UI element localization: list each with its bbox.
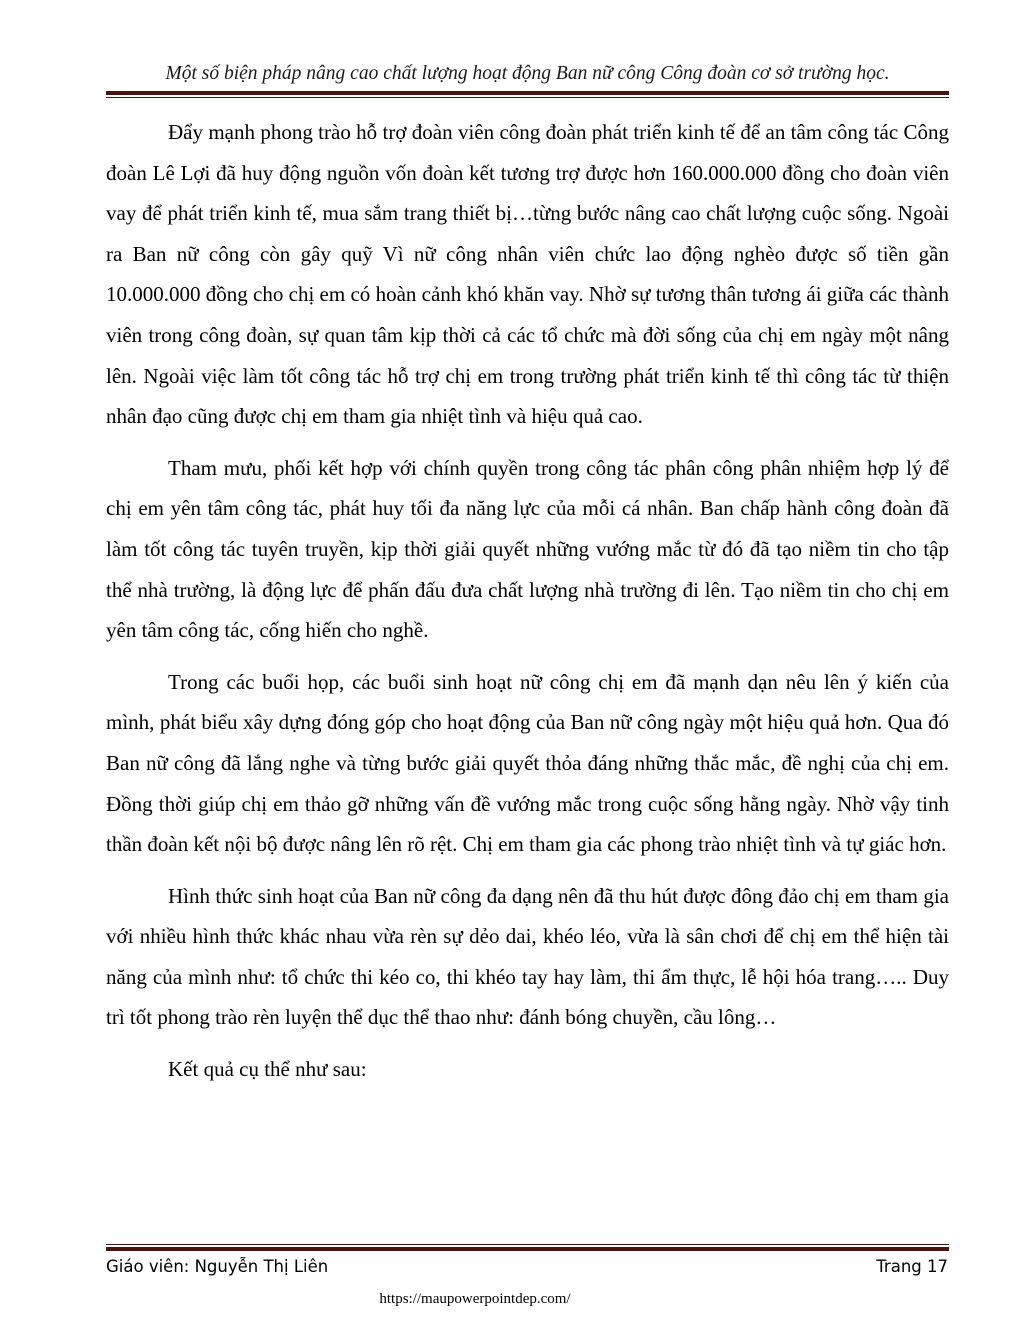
paragraph-advisory-coordination: Tham mưu, phối kết hợp với chính quyền trong công tác phân công phân nhiệm hợp lý để chị em yên tâm công tác, phát huy tối đa năng lực của mỗi cá nhân. Ban chấp hành công đoàn đã làm tốt công tác tuyên truyền, kịp thời giải quyết những vướng mắc từ đó đã tạo niềm tin cho tập thể nhà trường, là động lực để phấn đấu đưa chất lượng nhà trường đi lên. Tạo niềm tin cho chị em yên tâm công tác, cống hiến cho nghề. bbox=[106, 455, 949, 643]
paragraph-meetings: Trong các buổi họp, các buổi sinh hoạt nữ công chị em đã mạnh dạn nêu lên ý kiến của mình, phát biểu xây dựng đóng góp cho hoạt động của Ban nữ công ngày một hiệu quả hơn. Qua đó Ban nữ công đã lắng nghe và từng bước giải quyết thỏa đáng những thắc mắc, đề nghị của chị em. Đồng thời giúp chị em thảo gỡ những vấn đề vướng mắc trong cuộc sống hằng ngày. Nhờ vậy tinh thần đoàn kết nội bộ được nâng lên rõ rệt. Chị em tham gia các phong trào nhiệt tình và tự giác hơn. bbox=[106, 669, 949, 857]
footer-url: https://maupowerpointdep.com/ bbox=[379, 1291, 571, 1307]
footer-divider-thick bbox=[106, 1247, 949, 1251]
header-divider-thin bbox=[106, 97, 949, 98]
paragraph-economic-support: Đẩy mạnh phong trào hỗ trợ đoàn viên công đoàn phát triển kinh tế để an tâm công tác Công đoàn Lê Lợi đã huy động nguồn vốn đoàn kết tương trợ được hơn 160.000.000 đồng cho đoàn viên vay để phát triển kinh tế, mua sắm trang thiết bị…từng bước nâng cao chất lượng cuộc sống. Ngoài ra Ban nữ công còn gây quỹ Vì nữ công nhân viên chức lao động nghèo được số tiền gần 10.000.000 đồng cho chị em có hoàn cảnh khó khăn vay. Nhờ sự tương thân tương ái giữa các thành viên trong công đoàn, sự quan tâm kịp thời cả các tổ chức mà đời sống của chị em ngày một nâng lên. Ngoài việc làm tốt công tác hỗ trợ chị em trong trường phát triển kinh tế thì công tác từ thiện nhân đạo cũng được chị em tham gia nhiệt tình và hiệu quả cao. bbox=[106, 120, 949, 429]
document-body bbox=[106, 112, 949, 1101]
footer-page-number: Trang 17 bbox=[876, 1257, 948, 1276]
footer-divider-thin bbox=[106, 1244, 949, 1245]
footer-teacher: Giáo viên: Nguyễn Thị Liên bbox=[106, 1257, 329, 1276]
paragraph-activities: Hình thức sinh hoạt của Ban nữ công đa dạng nên đã thu hút được đông đảo chị em tham gia với nhiều hình thức khác nhau vừa rèn sự dẻo dai, khéo léo, vừa là sân chơi để chị em thể hiện tài năng của mình như: tổ chức thi kéo co, thi khéo tay hay làm, thi ẩm thực, lễ hội hóa trang….. Duy trì tốt phong trào rèn luyện thể dục thể thao như: đánh bóng chuyền, cầu lông… bbox=[106, 883, 949, 1030]
footer-divider bbox=[106, 1244, 949, 1251]
header-title: Một số biện pháp nâng cao chất lượng hoạt động Ban nữ công Công đoàn cơ sở trường học. bbox=[165, 63, 890, 84]
header-divider bbox=[106, 91, 949, 98]
paragraph-results-intro: Kết quả cụ thể như sau: bbox=[168, 1057, 367, 1082]
header-divider-thick bbox=[106, 91, 949, 95]
